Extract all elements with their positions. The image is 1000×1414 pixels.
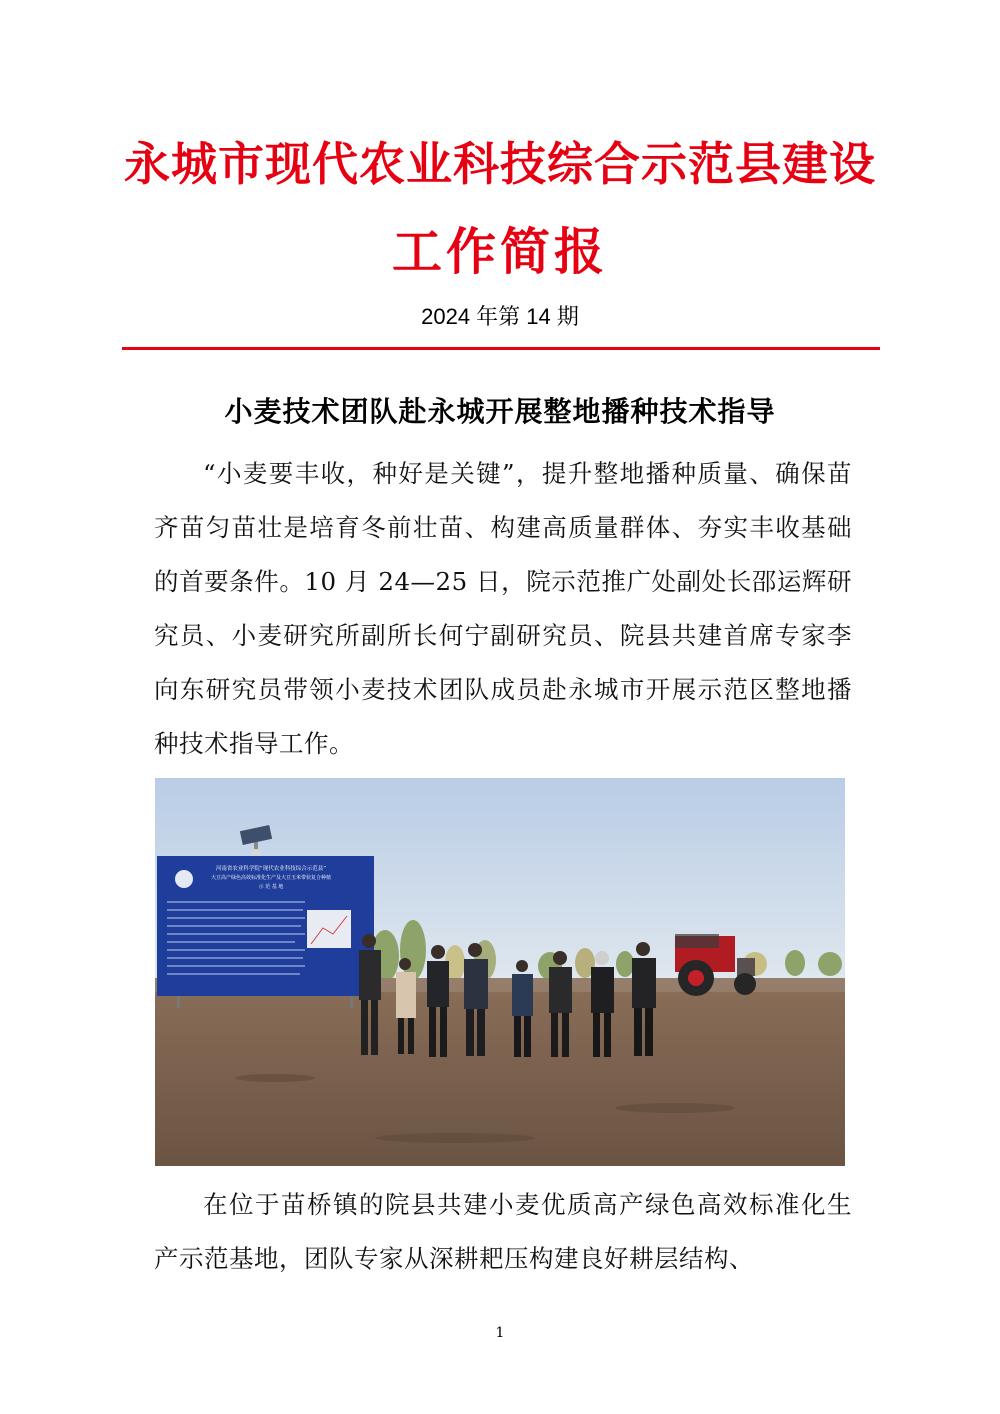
billboard-line2: 大豆高产绿色高效标准化生产及大豆玉米带状复合种植 xyxy=(210,875,332,881)
article-paragraph-2: 在位于苗桥镇的院县共建小麦优质高产绿色高效标准化生产示范基地，团队专家从深耕耙压构建良好耕层结构、 xyxy=(154,1190,852,1273)
field-group-photo xyxy=(155,778,845,1166)
billboard-line1: 河南省农业科学院“现代农业科技综合示范县” xyxy=(215,866,327,872)
brief-title-line1: 永城市现代农业科技综合示范县建设 xyxy=(124,137,876,191)
billboard-line3: 示 范 基 地 xyxy=(258,884,284,890)
issue-number: 2024 年第 14 期 xyxy=(421,304,579,329)
article-paragraph-1: “小麦要丰收，种好是关键”，提升整地播种质量、确保苗齐苗匀苗壮是培育冬前壮苗、构建高质量群体、夯实丰收基础的首要条件。10 月 24—25 日，院示范推广处副处长邵运辉研究员、小麦研究所副所长何宁副研究员、院县共建首席专家李向东研究员带领小麦技术团队成员赴永城市开展示范区整地播种技术指导工作。 xyxy=(154,459,852,758)
red-divider xyxy=(122,347,880,350)
brief-title-line2: 工作简报 xyxy=(392,222,608,281)
article-headline: 小麦技术团队赴永城开展整地播种技术指导 xyxy=(224,395,776,428)
billboard-sign xyxy=(157,856,374,1008)
page-number: 1 xyxy=(495,1325,505,1341)
